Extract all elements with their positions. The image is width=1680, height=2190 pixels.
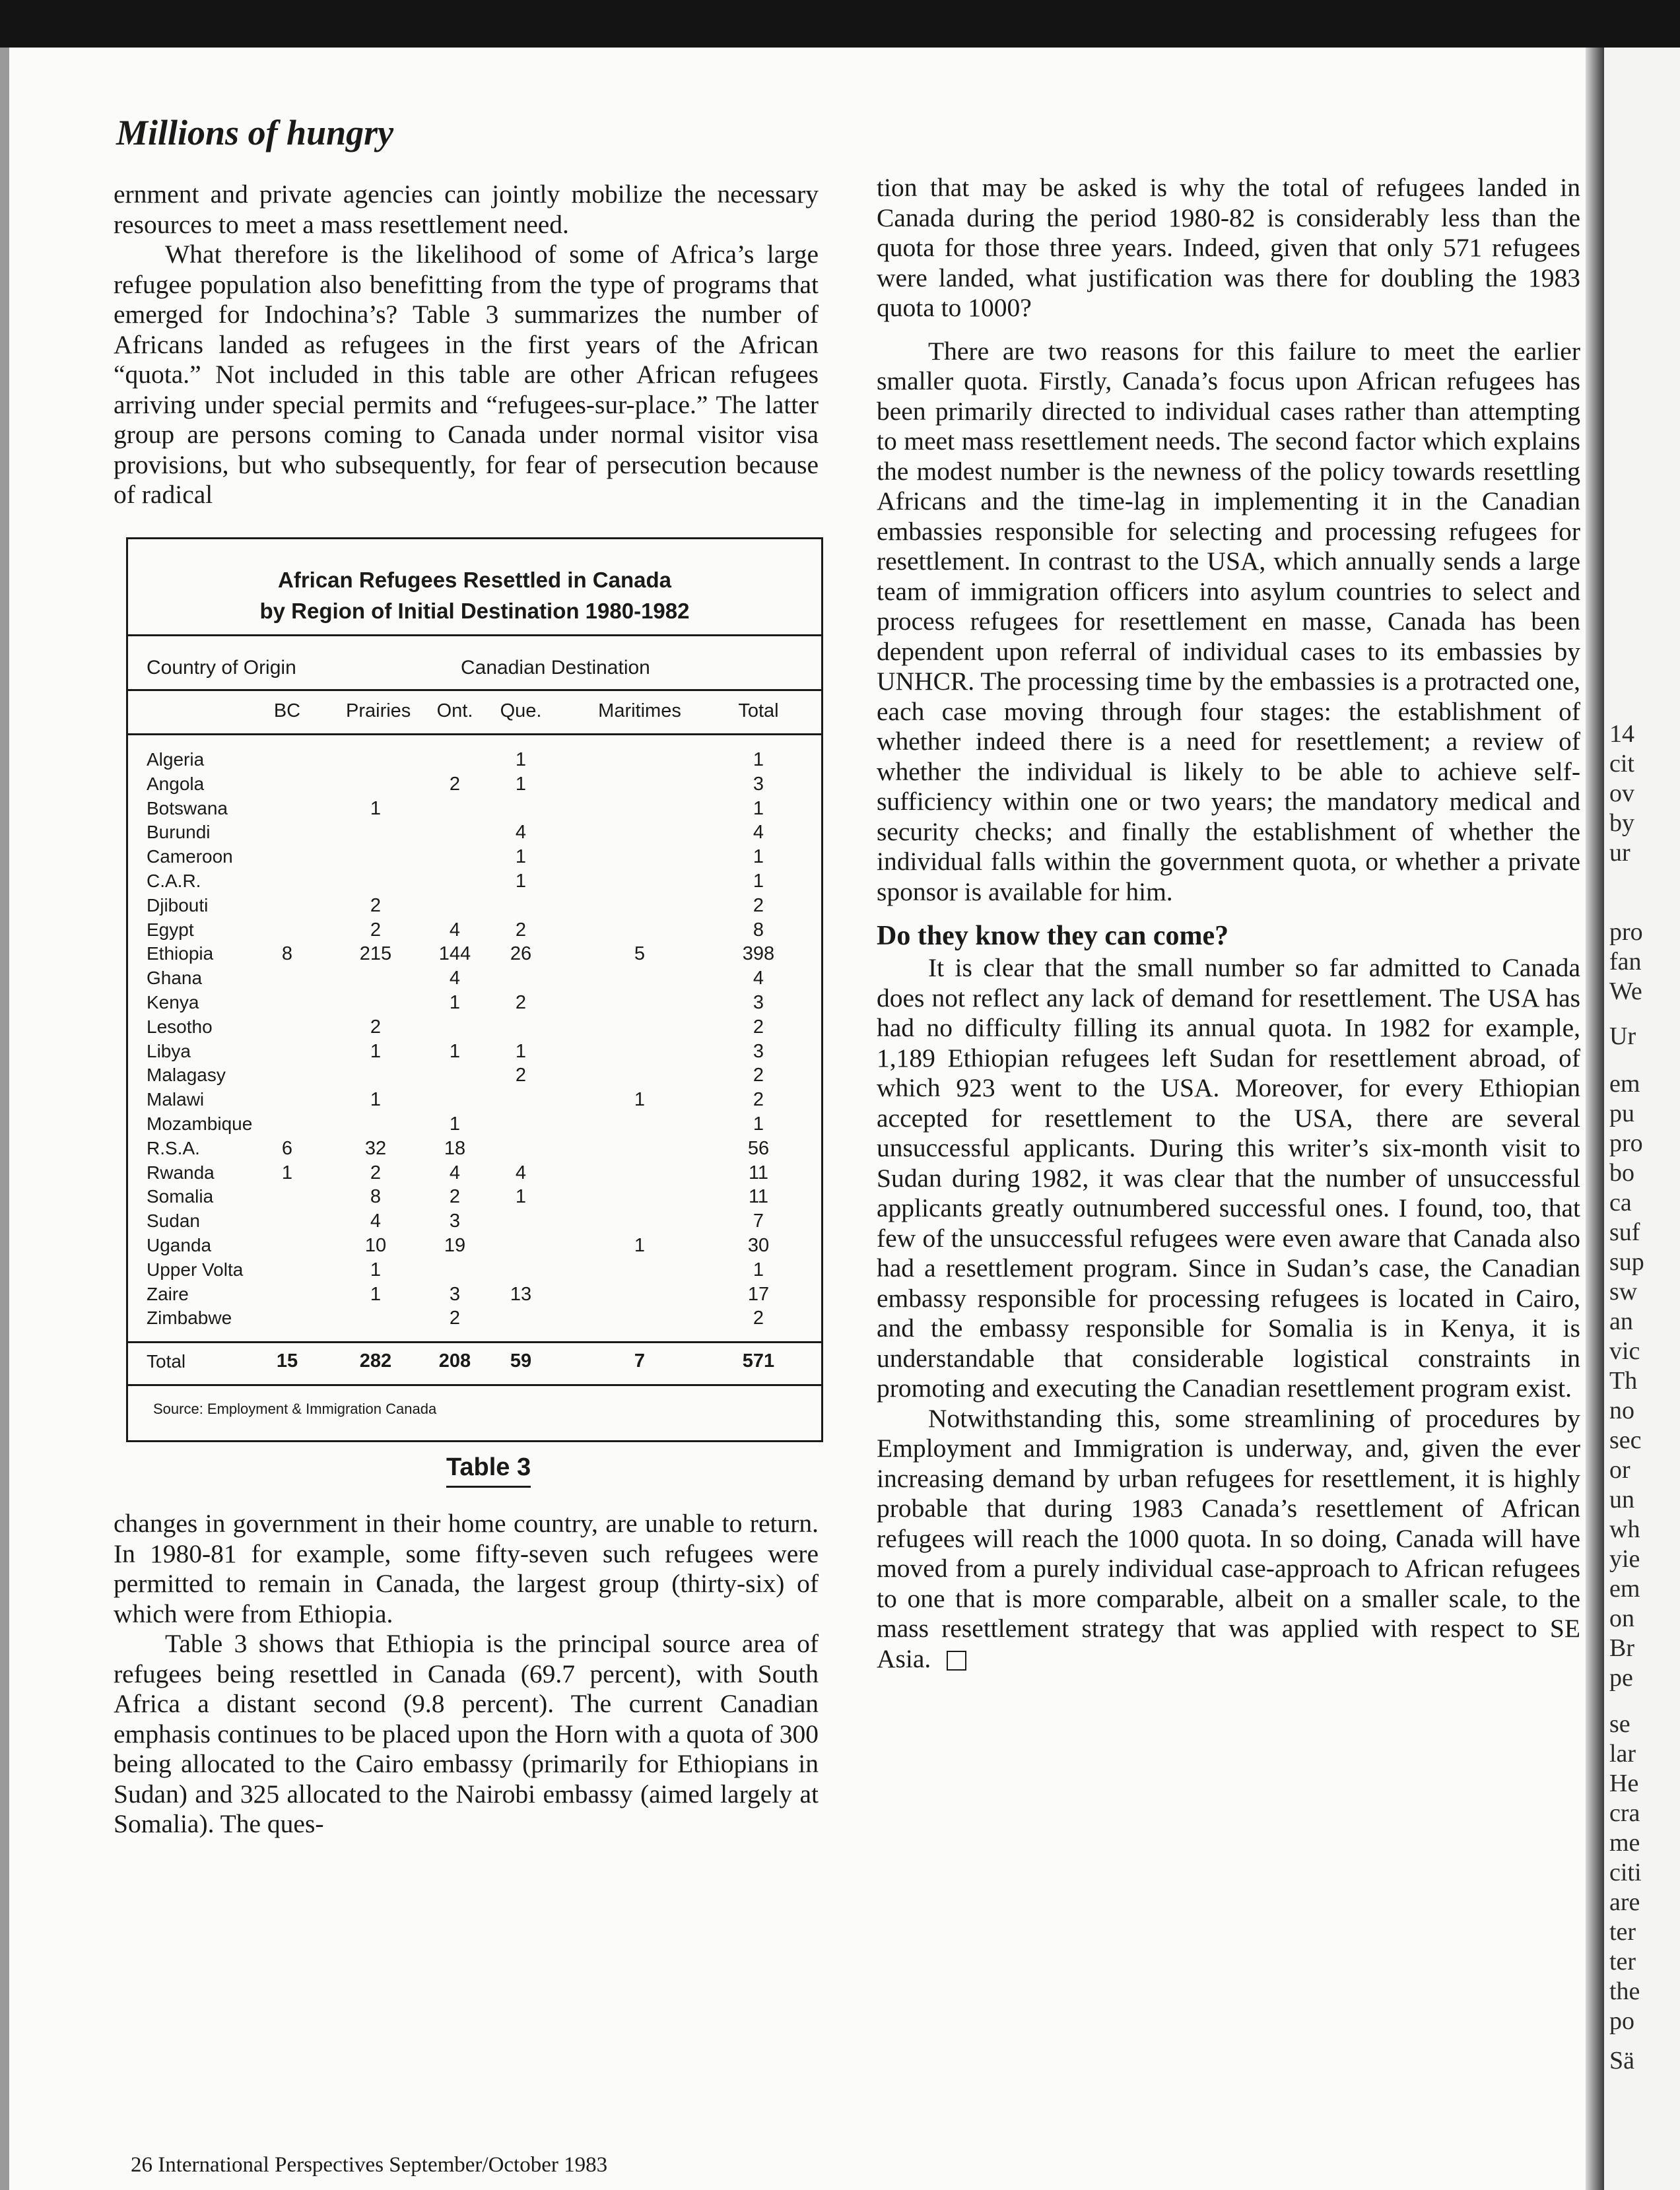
facing-page-fragment: He bbox=[1609, 1770, 1639, 1797]
table-cell: 2 bbox=[753, 1065, 764, 1086]
table-cell: 1 bbox=[753, 871, 764, 892]
paragraph: ernment and private agencies can jointly mobilize the necessary resources to meet a mass resettlement need. bbox=[114, 180, 819, 239]
table-cell: 13 bbox=[510, 1283, 532, 1305]
paragraph: What therefore is the likelihood of some of Africa’s large refugee population also benefitting from the type of programs that emerged for Indochina’s? Table 3 summarizes the number of Africans landed as refugees in the first years of the African “quota.” Not included in this table are other African refugees arriving under special permits and “refugees-sur-place.” The latter group are persons coming to Canada under normal visitor visa provisions, but who subsequently, for fear of persecution because of radical bbox=[114, 240, 819, 509]
left-column-bottom bbox=[114, 1509, 819, 1840]
table-row-country: Malagasy bbox=[147, 1065, 226, 1086]
facing-page-fragment: Sä bbox=[1609, 2047, 1634, 2074]
table-cell: 3 bbox=[753, 1040, 764, 1062]
table-cell: 398 bbox=[742, 943, 775, 965]
table-cell: 1 bbox=[515, 1040, 527, 1062]
refugee-table bbox=[126, 537, 823, 1442]
facing-page-fragment: fan bbox=[1609, 948, 1642, 976]
section-heading: Do they know they can come? bbox=[877, 921, 1229, 951]
table-cell: 26 bbox=[510, 943, 532, 965]
facing-page-fragment: ur bbox=[1609, 839, 1630, 867]
table-cell: 2 bbox=[753, 1016, 764, 1038]
table-cell: 4 bbox=[449, 968, 461, 989]
table-cell: 11 bbox=[748, 1162, 769, 1183]
table-row-country: R.S.A. bbox=[147, 1137, 200, 1158]
facing-page-fragment: ter bbox=[1609, 1918, 1636, 1946]
paragraph: tion that may be asked is why the total of refugees landed in Canada during the period 1980-82 is considerably less than the quota for those three years. Indeed, given that only 571 refugees were landed, what justification was there for doubling the 1983 quota to 1000? bbox=[877, 173, 1580, 322]
facing-page-fragment: ter bbox=[1609, 1948, 1636, 1975]
facing-page-fragment: un bbox=[1609, 1486, 1634, 1513]
table-row-country: Mozambique bbox=[147, 1113, 253, 1134]
facing-page-fragment: 14 bbox=[1609, 720, 1634, 748]
facing-page-fragment: Br bbox=[1609, 1634, 1634, 1662]
facing-page-fragment: Th bbox=[1609, 1367, 1638, 1395]
table-cell: 1 bbox=[753, 1259, 764, 1280]
table-cell: 2 bbox=[370, 1162, 382, 1183]
facing-page-fragment: ca bbox=[1609, 1189, 1632, 1216]
right-column bbox=[877, 173, 1580, 1674]
table-row-country: Libya bbox=[147, 1040, 191, 1061]
table-cell: 2 bbox=[515, 992, 527, 1013]
table-cell: 6 bbox=[281, 1137, 293, 1159]
table-cell: 2 bbox=[449, 773, 461, 795]
table-cell: 1 bbox=[370, 797, 382, 819]
table-cell: 8 bbox=[281, 943, 293, 965]
total-cell: 15 bbox=[276, 1350, 298, 1372]
facing-page-fragment: by bbox=[1609, 809, 1634, 837]
table-cell: 1 bbox=[634, 1235, 646, 1256]
table-cell: 1 bbox=[634, 1089, 646, 1111]
table-cell: 4 bbox=[753, 822, 764, 844]
facing-page-fragment: cra bbox=[1609, 1799, 1640, 1827]
table-row-country: Lesotho bbox=[147, 1016, 213, 1037]
table-title: African Refugees Resettled in Canada by Region of Initial Destination 1980-1982 bbox=[259, 568, 690, 623]
facing-page-fragment: pro bbox=[1609, 918, 1643, 946]
facing-page-fragment: the bbox=[1609, 1977, 1640, 2005]
table-cell: 32 bbox=[364, 1137, 387, 1159]
table-row-country: Angola bbox=[147, 773, 205, 794]
column-header: Que. bbox=[500, 700, 542, 721]
facing-page-fragment: are bbox=[1609, 1888, 1640, 1916]
table-cell: 17 bbox=[747, 1283, 770, 1305]
table-row-country: Kenya bbox=[147, 992, 199, 1012]
end-mark-icon bbox=[947, 1651, 966, 1671]
facing-page-fragment: pe bbox=[1609, 1664, 1633, 1692]
table-cell: 1 bbox=[370, 1283, 382, 1305]
table-cell: 4 bbox=[449, 919, 461, 941]
table-cell: 1 bbox=[515, 773, 527, 795]
facing-page-fragment: on bbox=[1609, 1605, 1634, 1632]
table-cell: 11 bbox=[748, 1186, 769, 1208]
facing-page-fragment: an bbox=[1609, 1308, 1633, 1335]
table-cell: 2 bbox=[753, 1089, 764, 1111]
table-row-country: Botswana bbox=[147, 797, 228, 818]
table-cell: 2 bbox=[370, 894, 382, 916]
table-cell: 2 bbox=[515, 919, 527, 941]
facing-page-fragment: lar bbox=[1609, 1740, 1636, 1768]
table-cell: 2 bbox=[753, 894, 764, 916]
table-cell: 1 bbox=[449, 1113, 461, 1135]
page-footer: 26 International Perspectives September/October 1983 bbox=[131, 2153, 608, 2177]
table-cell: 18 bbox=[444, 1137, 466, 1159]
table-cell: 1 bbox=[515, 749, 527, 770]
table-cell: 1 bbox=[753, 846, 764, 868]
column-header: Ont. bbox=[436, 700, 473, 721]
table-row-country: Egypt bbox=[147, 919, 194, 940]
table-cell: 7 bbox=[753, 1211, 764, 1232]
table-cell: 3 bbox=[449, 1283, 461, 1305]
table-cell: 2 bbox=[370, 919, 382, 941]
paragraph: changes in government in their home country, are unable to return. In 1980-81 for example, some fifty-seven such refugees were permitted to remain in Canada, the largest group (thirty-six) of which were from Ethiopia. bbox=[114, 1509, 819, 1628]
column-header: Total bbox=[738, 700, 779, 721]
table-cell: 1 bbox=[515, 846, 527, 868]
table-cell: 144 bbox=[438, 943, 471, 965]
table-cell: 1 bbox=[449, 992, 461, 1013]
table-row-country: Burundi bbox=[147, 822, 211, 843]
facing-page-fragment: citi bbox=[1609, 1859, 1642, 1886]
table-cell: 1 bbox=[753, 1113, 764, 1135]
table-row-country: Ethiopia bbox=[147, 943, 214, 964]
facing-page-fragment: bo bbox=[1609, 1159, 1634, 1187]
facing-page-fragment: yie bbox=[1609, 1545, 1640, 1573]
scan-top-edge bbox=[0, 0, 1680, 48]
table-row-country: Zimbabwe bbox=[147, 1308, 232, 1329]
total-cell: 7 bbox=[634, 1350, 646, 1372]
table-row-country: Rwanda bbox=[147, 1162, 215, 1183]
facing-page-fragment: cit bbox=[1609, 750, 1634, 778]
table-cell: 8 bbox=[753, 919, 764, 941]
table-cell: 4 bbox=[370, 1211, 382, 1232]
table-cell: 1 bbox=[370, 1089, 382, 1111]
facing-page-edge bbox=[1604, 48, 1680, 2190]
table-cell: 1 bbox=[515, 871, 527, 892]
facing-page-fragment: ov bbox=[1609, 780, 1634, 807]
table-cell: 8 bbox=[370, 1186, 382, 1208]
facing-page-fragment: Ur bbox=[1609, 1022, 1636, 1050]
total-label: Total bbox=[147, 1351, 186, 1372]
total-cell: 208 bbox=[438, 1350, 471, 1372]
table-cell: 3 bbox=[753, 773, 764, 795]
facing-page-fragment: We bbox=[1609, 978, 1642, 1005]
table-cell: 1 bbox=[753, 797, 764, 819]
facing-page-fragment: vic bbox=[1609, 1337, 1640, 1365]
table-cell: 1 bbox=[281, 1162, 293, 1183]
paragraph: Notwithstanding this, some streamlining of procedures by Employment and Immigration is underway, and, given the ever increasing demand by urban refugees for resettlement, it is highly probable that during 1983 Canada’s resettlement of African refugees will reach the 1000 quota. In so doing, Canada will have moved from a purely individual case-approach to African refugees to one that is more comparable, albeit on a smaller scale, to the mass resettlement strategy that was applied with respect to SE Asia. bbox=[877, 1403, 1580, 1673]
table-cell: 5 bbox=[634, 943, 646, 965]
facing-page-fragment: suf bbox=[1609, 1218, 1640, 1246]
table-row-country: Zaire bbox=[147, 1283, 189, 1304]
facing-page-fragment: em bbox=[1609, 1070, 1640, 1098]
table-row-country: C.A.R. bbox=[147, 871, 201, 891]
destination-header: Canadian Destination bbox=[461, 657, 650, 679]
table-caption: Table 3 bbox=[446, 1453, 531, 1488]
table-cell: 1 bbox=[753, 749, 764, 770]
table-row-country: Ghana bbox=[147, 968, 203, 989]
table-row-country: Uganda bbox=[147, 1235, 212, 1255]
facing-page-fragment: em bbox=[1609, 1575, 1640, 1603]
table-cell: 215 bbox=[359, 943, 392, 965]
left-column-top bbox=[114, 180, 819, 510]
table-cell: 3 bbox=[449, 1211, 461, 1232]
facing-page-fragment: pro bbox=[1609, 1129, 1643, 1157]
facing-page-fragment: sw bbox=[1609, 1278, 1638, 1306]
table-row-country: Djibouti bbox=[147, 894, 209, 915]
paragraph: It is clear that the small number so far admitted to Canada does not reflect any lack of demand for resettlement. The USA has had no difficulty filling its annual quota. In 1982 for example, 1,189 Ethiopian refugees left Sudan for resettlement abroad, of which 923 went to the USA. Moreover, for every Ethiopian accepted for resettlement to the USA, there are several unsuccessful applicants. During this writer’s six-month visit to Sudan during 1982, it was clear that the number of unsuccessful applicants greatly outnumbered successful ones. I found, too, that few of the unsuccessful refugees were even aware that Canada also had a resettlement program. Since in Sudan’s case, the Canadian embassy responsible for processing refugees is located in Cairo, and the embassy responsible for Somalia is in Kenya, it is understandable that considerable logistical constraints in promoting and executing the Canadian resettlement program exist. bbox=[877, 953, 1580, 1403]
column-header: Maritimes bbox=[598, 700, 681, 721]
table-row-country: Somalia bbox=[147, 1186, 214, 1207]
table-row-country: Cameroon bbox=[147, 846, 233, 867]
facing-page-fragment: or bbox=[1609, 1456, 1630, 1484]
paragraph: There are two reasons for this failure to meet the earlier smaller quota. Firstly, Canada’s focus upon African refugees has been primarily directed to individual cases rather than attempting to meet mass resettlement needs. The second factor which explains the modest number is the newness of the policy towards resettling Africans and the time-lag in implementing it in the Canadian embassies responsible for selecting and processing refugees for resettlement. In contrast to the USA, which annually sends a large team of immigration officers into asylum countries to select and process refugees for resettlement en masse, Canada has been dependent upon referral of individual cases to its embassies by UNHCR. The processing time by the embassies is a protracted one, each case moving through four stages: the establishment of whether indeed there is a need for resettlement; a review of whether the individual is likely to be able to achieve self-sufficiency within one or two years; the mandatory medical and security checks; and finally the establishment of whether the individual falls within the government quota, or whether a private sponsor is available for him. bbox=[877, 336, 1580, 906]
table-cell: 1 bbox=[370, 1259, 382, 1280]
table-cell: 4 bbox=[515, 1162, 527, 1183]
table-cell: 1 bbox=[449, 1040, 461, 1062]
facing-page-fragment: se bbox=[1609, 1710, 1630, 1738]
table-cell: 4 bbox=[515, 822, 527, 844]
facing-page-fragment: po bbox=[1609, 2007, 1634, 2035]
table-cell: 19 bbox=[444, 1235, 466, 1256]
scan-left-edge bbox=[0, 48, 9, 2190]
facing-page-fragment: sup bbox=[1609, 1248, 1644, 1276]
page-gutter bbox=[1586, 48, 1604, 2190]
running-head: Millions of hungry bbox=[116, 113, 394, 152]
table-cell: 4 bbox=[753, 968, 764, 989]
table-cell: 2 bbox=[753, 1308, 764, 1329]
table-cell: 1 bbox=[370, 1040, 382, 1062]
table-cell: 2 bbox=[449, 1308, 461, 1329]
column-header: BC bbox=[273, 700, 301, 721]
table-row-country: Sudan bbox=[147, 1211, 200, 1232]
table-row-country: Algeria bbox=[147, 749, 205, 770]
total-cell: 282 bbox=[359, 1350, 392, 1372]
table-cell: 4 bbox=[449, 1162, 461, 1183]
table-cell: 2 bbox=[370, 1016, 382, 1038]
table-cell: 10 bbox=[364, 1235, 387, 1256]
table-cell: 2 bbox=[449, 1186, 461, 1208]
table-row-country: Malawi bbox=[147, 1089, 205, 1110]
table-source: Source: Employment & Immigration Canada bbox=[153, 1401, 437, 1417]
facing-page-fragment: sec bbox=[1609, 1426, 1642, 1454]
table-cell: 56 bbox=[747, 1137, 770, 1159]
country-header: Country of Origin bbox=[147, 657, 296, 679]
facing-page-fragment: me bbox=[1609, 1829, 1640, 1857]
column-header: Prairies bbox=[346, 700, 411, 721]
facing-page-fragment: pu bbox=[1609, 1100, 1634, 1127]
total-cell: 571 bbox=[742, 1350, 775, 1372]
total-cell: 59 bbox=[510, 1350, 532, 1372]
table-row-country: Upper Volta bbox=[147, 1259, 244, 1280]
facing-page-fragment: no bbox=[1609, 1397, 1634, 1424]
table-cell: 3 bbox=[753, 992, 764, 1013]
facing-page-fragment: wh bbox=[1609, 1515, 1640, 1543]
table-cell: 1 bbox=[515, 1186, 527, 1208]
table-cell: 2 bbox=[515, 1065, 527, 1086]
paragraph: Table 3 shows that Ethiopia is the principal source area of refugees being resettled in Canada (69.7 percent), with South Africa a distant second (9.8 percent). The current Canadian emphasis continues to be placed upon the Horn with a quota of 300 being allocated to the Cairo embassy (primarily for Ethiopians in Sudan) and 325 allocated to the Nairobi embassy (aimed largely at Somalia). The ques- bbox=[114, 1629, 819, 1838]
table-cell: 30 bbox=[747, 1235, 770, 1256]
